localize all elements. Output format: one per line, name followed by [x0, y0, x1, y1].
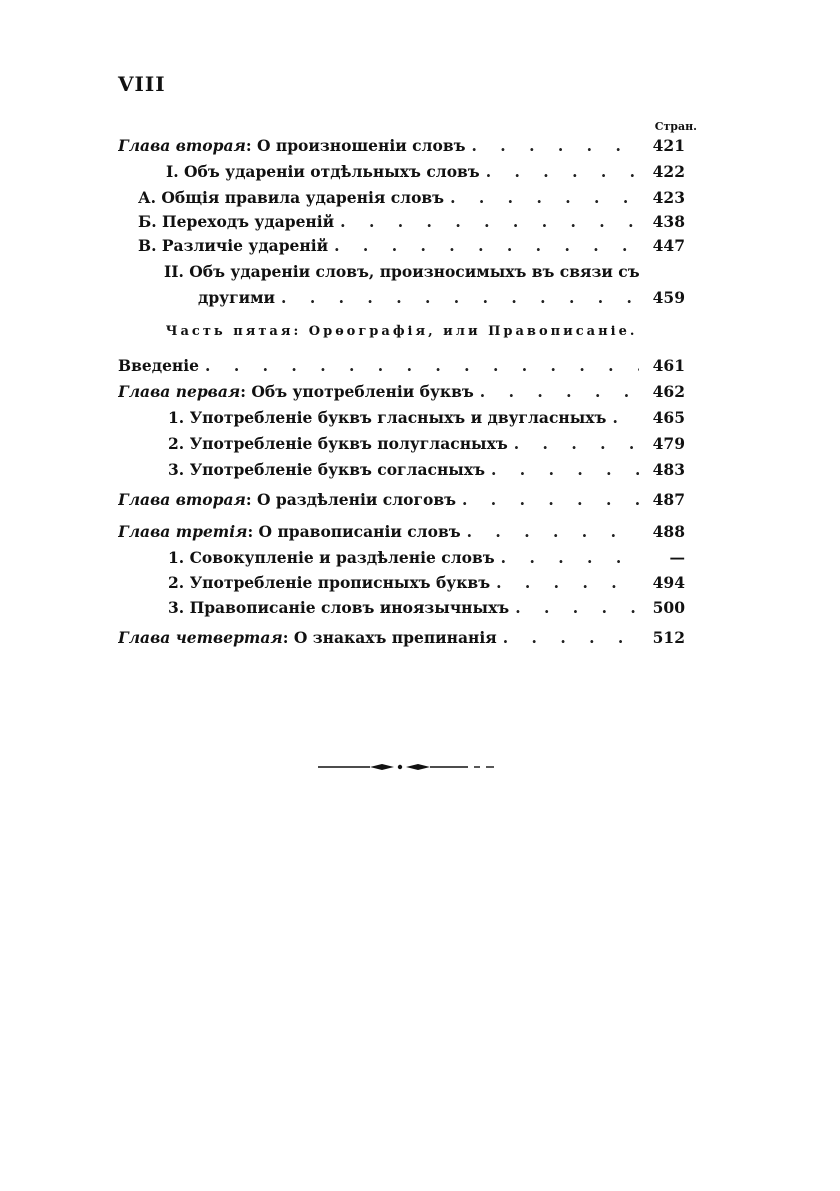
- dot-leader: [494, 573, 639, 592]
- toc-entry: [118, 522, 685, 548]
- entry-text: Введеніе: [118, 356, 203, 375]
- toc-entry-continued: [118, 262, 685, 288]
- entry-page: 423: [639, 188, 685, 207]
- toc-entry: [118, 212, 685, 236]
- entry-text: 3. Употребленіе буквъ согласныхъ: [168, 460, 489, 479]
- toc-entry: [118, 236, 685, 262]
- entry-text: : Объ употребленіи буквъ: [240, 382, 474, 401]
- toc-entry: [118, 382, 685, 408]
- entry-page: 438: [639, 212, 685, 231]
- dot-leader: [513, 598, 639, 617]
- end-ornament: [318, 760, 498, 774]
- chapter-title: Глава вторая: [118, 136, 246, 155]
- dot-leader: [203, 356, 639, 375]
- entry-page: 421: [639, 136, 685, 155]
- toc-entry: [118, 548, 685, 573]
- entry-page: 461: [639, 356, 685, 375]
- entry-text: 3. Правописаніе словъ иноязычныхъ: [168, 598, 513, 617]
- table-of-contents: [118, 136, 685, 654]
- toc-entry: [118, 434, 685, 460]
- dot-leader: [512, 434, 639, 453]
- toc-entry: [118, 573, 685, 598]
- entry-text: 1. Совокупленіе и раздѣленіе словъ: [168, 548, 499, 567]
- entry-page: 465: [639, 408, 685, 427]
- toc-entry: [118, 136, 685, 162]
- entry-text: В. Различіе удареній: [138, 236, 332, 255]
- toc-entry: [118, 628, 685, 654]
- page-column-header: Стран.: [654, 120, 697, 133]
- entry-text: 2. Употребленіе прописныхъ буквъ: [168, 573, 494, 592]
- entry-text: : О правописаніи словъ: [247, 522, 461, 541]
- dot-leader: [499, 548, 639, 567]
- entry-page: 479: [639, 434, 685, 453]
- entry-text: другими: [198, 288, 279, 307]
- entry-text: 1. Употребленіе буквъ гласныхъ и двугласныхъ: [168, 408, 610, 427]
- toc-entry: [118, 188, 685, 212]
- dot-leader: [478, 382, 639, 401]
- toc-entry: [118, 460, 685, 490]
- entry-page: 487: [639, 490, 685, 509]
- entry-page: 488: [639, 522, 685, 541]
- toc-entry: [118, 598, 685, 628]
- page-number: VIII: [118, 72, 166, 96]
- entry-text: : О раздѣленіи слоговъ: [245, 490, 456, 509]
- entry-text: I. Объ удареніи отдѣльныхъ словъ: [166, 162, 484, 181]
- entry-page: 483: [639, 460, 685, 479]
- entry-page: —: [639, 548, 685, 567]
- dot-leader: [448, 188, 639, 207]
- part-title: Часть пятая: Орѳографія, или Правописаніе.: [165, 324, 638, 339]
- entry-text: : О произношеніи словъ: [245, 136, 466, 155]
- entry-text: Б. Переходъ удареній: [138, 212, 338, 231]
- chapter-title: Глава третія: [118, 522, 248, 541]
- entry-page: 494: [639, 573, 685, 592]
- dot-leader: [489, 460, 639, 479]
- entry-page: 459: [639, 288, 685, 307]
- dot-leader: [332, 236, 639, 255]
- chapter-title: Глава вторая: [118, 490, 246, 509]
- chapter-title: Глава первая: [118, 382, 241, 401]
- toc-entry: [118, 288, 685, 324]
- entry-page: 512: [639, 628, 685, 647]
- dot-leader: [610, 408, 639, 427]
- entry-page: 462: [639, 382, 685, 401]
- dot-leader: [501, 628, 639, 647]
- entry-text: : О знакахъ препинанія: [282, 628, 497, 647]
- toc-entry: [118, 162, 685, 188]
- dot-leader: [465, 522, 639, 541]
- toc-entry: [118, 356, 685, 382]
- chapter-title: Глава четвертая: [118, 628, 283, 647]
- dot-leader: [469, 136, 639, 155]
- toc-entry: [118, 408, 685, 434]
- entry-page: 500: [639, 598, 685, 617]
- entry-text: II. Объ удареніи словъ, произносимыхъ въ связи съ: [164, 262, 640, 281]
- dot-leader: [338, 212, 639, 231]
- entry-text: 2. Употребленіе буквъ полугласныхъ: [168, 434, 512, 453]
- entry-text: А. Общія правила ударенія словъ: [138, 188, 448, 207]
- entry-page: 447: [639, 236, 685, 255]
- dot-leader: [484, 162, 639, 181]
- entry-page: 422: [639, 162, 685, 181]
- toc-entry: [118, 490, 685, 522]
- dot-leader: [460, 490, 639, 509]
- dot-leader: [279, 288, 639, 307]
